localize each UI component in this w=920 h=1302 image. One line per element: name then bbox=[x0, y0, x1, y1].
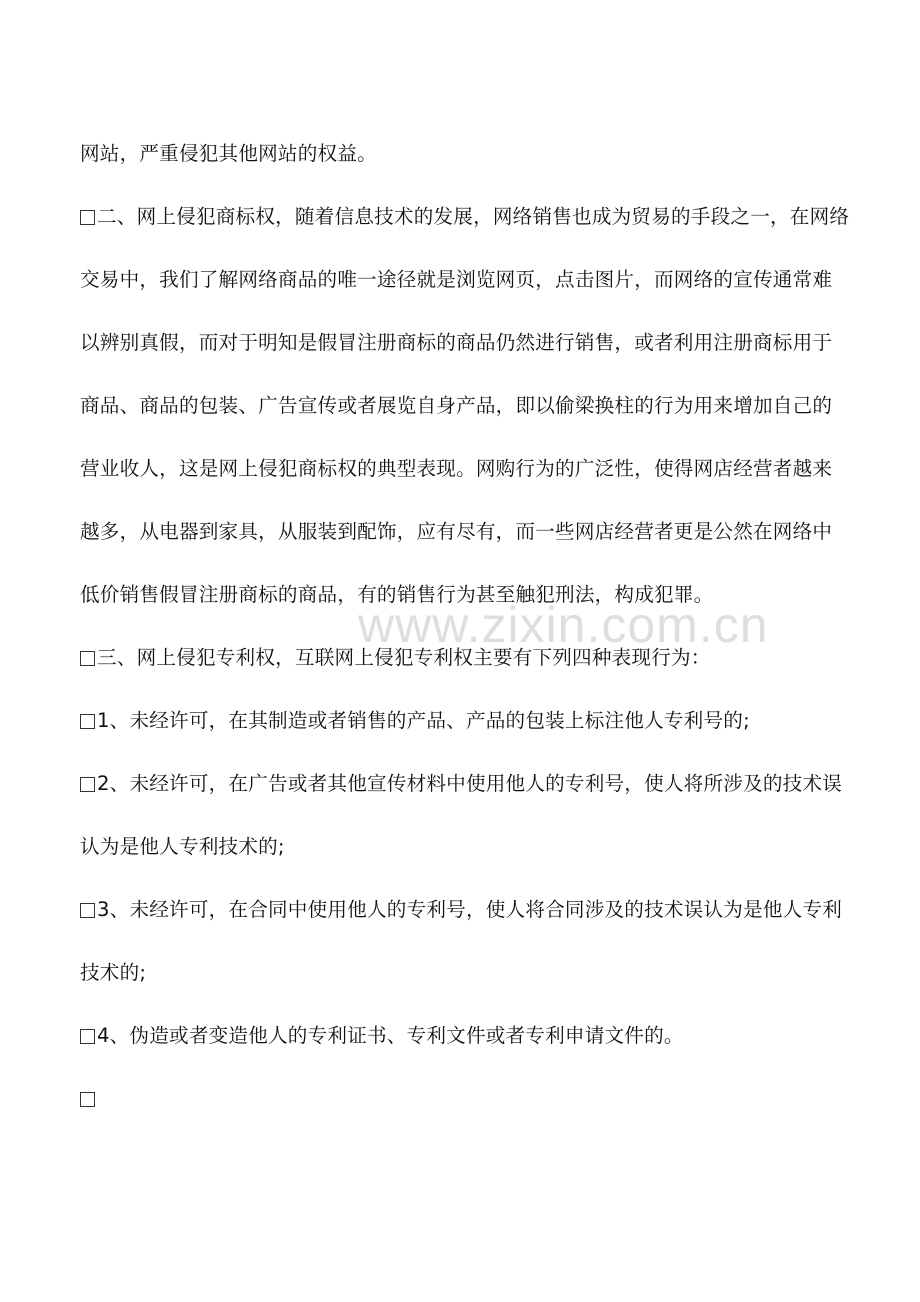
paragraph-patent-item-3 bbox=[80, 878, 850, 1004]
paragraph-patent-intro bbox=[80, 626, 850, 689]
paragraph-text: 1、未经许可，在其制造或者销售的产品、产品的包装上标注他人专利号的; bbox=[97, 709, 750, 732]
paragraph-text: 二、网上侵犯商标权，随着信息技术的发展，网络销售也成为贸易的手段之一，在网络交易中，我们了解网络商品的唯一途径就是浏览网页，点击图片，而网络的宣传通常难以辨别真假，而对于明知是假冒注册商标的商品仍然进行销售，或者利用注册商标用于商品、商品的包装、广告宣传或者展览自身产品，即以偷梁换柱的行为用来增加自己的营业收人，这是网上侵犯商标权的典型表现。网购行为的广泛性，使得网店经营者越来越多，从电器到家具，从服装到配饰，应有尽有，而一些网店经营者更是公然在网络中低价销售假冒注册商标的商品，有的销售行为甚至触犯刑法，构成犯罪。 bbox=[80, 205, 850, 606]
checkbox-icon bbox=[80, 210, 95, 225]
paragraph-trademark bbox=[80, 185, 850, 626]
paragraph-empty bbox=[80, 1067, 850, 1130]
document-body bbox=[80, 122, 850, 1130]
checkbox-icon bbox=[80, 714, 95, 729]
paragraph-text: 网站，严重侵犯其他网站的权益。 bbox=[80, 142, 377, 165]
paragraph-text: 3、未经许可，在合同中使用他人的专利号，使人将合同涉及的技术误认为是他人专利技术的; bbox=[80, 898, 843, 984]
paragraph-patent-item-1 bbox=[80, 689, 850, 752]
checkbox-icon bbox=[80, 1092, 95, 1107]
checkbox-icon bbox=[80, 903, 95, 918]
checkbox-icon bbox=[80, 777, 95, 792]
checkbox-icon bbox=[80, 651, 95, 666]
checkbox-icon bbox=[80, 1029, 95, 1044]
paragraph-continuation bbox=[80, 122, 850, 185]
paragraph-patent-item-2 bbox=[80, 752, 850, 878]
paragraph-patent-item-4 bbox=[80, 1004, 850, 1067]
watermark: www.zixin.com.cn bbox=[358, 597, 769, 653]
paragraph-text: 三、网上侵犯专利权，互联网上侵犯专利权主要有下列四种表现行为： bbox=[97, 646, 711, 669]
paragraph-text: 4、伪造或者变造他人的专利证书、专利文件或者专利申请文件的。 bbox=[97, 1024, 684, 1047]
paragraph-text: 2、未经许可，在广告或者其他宣传材料中使用他人的专利号，使人将所涉及的技术误认为是他人专利技术的; bbox=[80, 772, 843, 858]
